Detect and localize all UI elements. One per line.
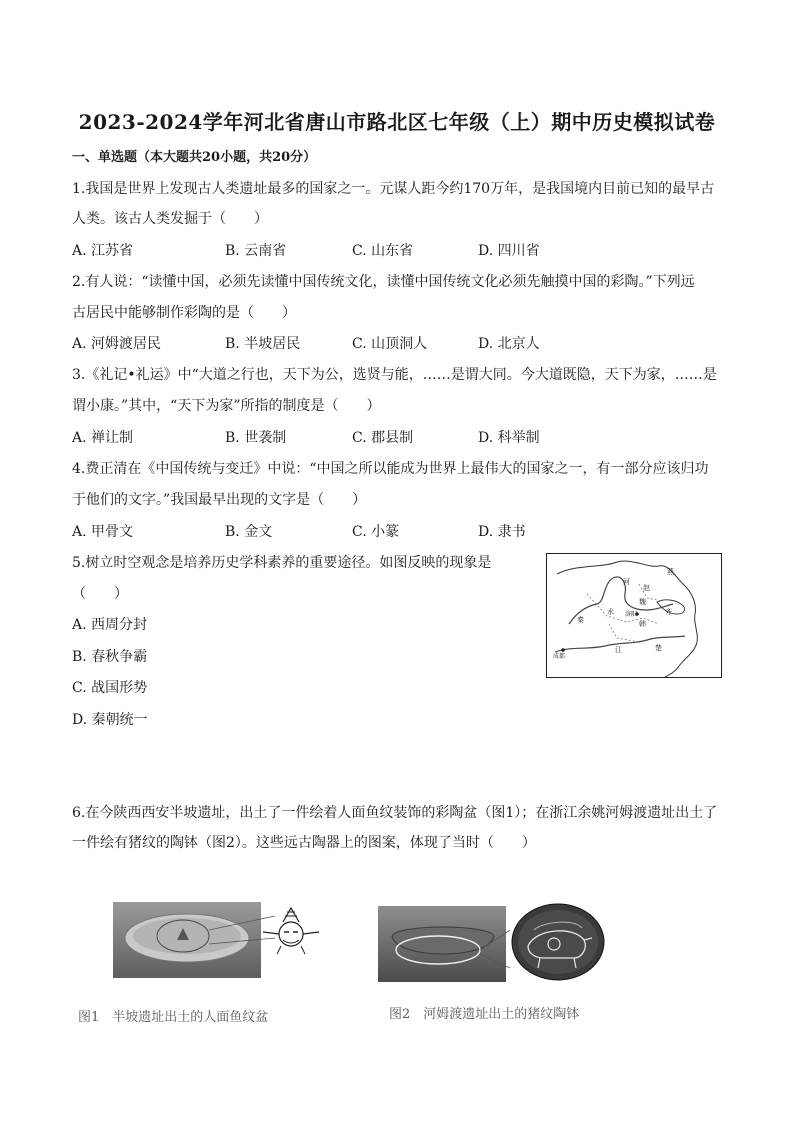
question-4-option-d[interactable]: D. 隶书 (478, 524, 526, 540)
question-1-option-a[interactable]: A. 江苏省 (72, 243, 134, 259)
map-label-qin: 秦 (577, 616, 584, 624)
map-label-wei: 魏 (639, 598, 646, 606)
map-label-he: 河 (623, 578, 630, 586)
question-2-option-c[interactable]: C. 山顶洞人 (352, 336, 428, 352)
question-3-option-d[interactable]: D. 科举制 (478, 430, 540, 446)
page-title: 2023-2024学年河北省唐山市路北区七年级（上）期中历史模拟试卷 (78, 110, 716, 134)
question-5-option-c[interactable]: C. 战国形势 (72, 680, 148, 696)
question-5-line-1: 5.树立时空观念是培养历史学科素养的重要途径。如图反映的现象是 (72, 555, 492, 571)
question-6-line-2: 一件绘有猪纹的陶钵（图2）。这些远古陶器上的图案，体现了当时（ ） (72, 835, 536, 851)
question-1-option-c[interactable]: C. 山东省 (352, 243, 414, 259)
question-2-option-a[interactable]: A. 河姆渡居民 (72, 336, 162, 352)
map-label-zhao: 赵 (643, 584, 650, 592)
section-heading: 一、单选题（本大题共20小题，共20分） (72, 150, 317, 165)
map-label-yan: 燕 (667, 568, 674, 576)
question-2-option-b[interactable]: B. 半坡居民 (225, 336, 301, 352)
question-4-line-1: 4.费正清在《中国传统与变迁》中说：“中国之所以能成为世界上最伟大的国家之一，有一部分应该归功 (72, 461, 709, 477)
question-3-option-b[interactable]: B. 世袭制 (225, 430, 287, 446)
map-label-han: 韩 (639, 620, 646, 628)
question-4-line-2: 于他们的文字。”我国最早出现的文字是（ ） (72, 492, 367, 508)
question-6-line-1: 6.在今陕西西安半坡遗址，出土了一件绘着人面鱼纹装饰的彩陶盆（图1）；在浙江余姚河姆渡遗址出土了 (72, 805, 718, 821)
warring-states-map (546, 553, 722, 678)
map-label-luoyang: 洛阳 (625, 611, 638, 618)
figure-1-image (113, 902, 323, 978)
question-5-line-2: （ ） (72, 586, 128, 602)
question-2-line-1: 2.有人说：“读懂中国，必须先读懂中国传统文化，读懂中国传统文化必须先触摸中国的彩陶。”下列远 (72, 274, 695, 290)
question-4-option-c[interactable]: C. 小篆 (352, 524, 400, 540)
question-5-option-b[interactable]: B. 春秋争霸 (72, 649, 148, 665)
map-label-jiang: 江 (615, 646, 622, 654)
question-3-line-1: 3.《礼记•礼运》中“大道之行也，天下为公，选贤与能，……是谓大同。今大道既隐，天下为家，……是 (72, 367, 717, 383)
figure-1-caption: 图1 半坡遗址出土的人面鱼纹盆 (78, 1010, 269, 1025)
question-2-option-d[interactable]: D. 北京人 (478, 336, 540, 352)
map-label-shui: 水 (607, 608, 614, 616)
question-4-option-a[interactable]: A. 甲骨文 (72, 524, 134, 540)
map-label-chu: 楚 (655, 644, 662, 652)
map-label-chengdu: 成都 (553, 653, 566, 660)
map-drawing (547, 554, 721, 677)
question-1-line-2: 人类。该古人类发掘于（ ） (72, 211, 268, 227)
question-1-line-1: 1.我国是世界上发现古人类遗址最多的国家之一。元谋人距今约170万年，是我国境内目前已知的最早古 (72, 181, 715, 197)
question-1-option-d[interactable]: D. 四川省 (478, 243, 540, 259)
figure-2-image (378, 900, 606, 982)
question-3-option-a[interactable]: A. 禅让制 (72, 430, 134, 446)
question-1-option-b[interactable]: B. 云南省 (225, 243, 287, 259)
question-3-line-2: 谓小康。”其中，“天下为家”所指的制度是（ ） (72, 398, 381, 414)
question-3-option-c[interactable]: C. 郡县制 (352, 430, 414, 446)
question-5-option-a[interactable]: A. 西周分封 (72, 617, 148, 633)
question-4-option-b[interactable]: B. 金文 (225, 524, 273, 540)
figure-2-caption: 图2 河姆渡遗址出土的猪纹陶钵 (389, 1007, 580, 1022)
map-label-qi: 齐 (665, 608, 672, 616)
question-2-line-2: 古居民中能够制作彩陶的是（ ） (72, 305, 296, 321)
question-5-option-d[interactable]: D. 秦朝统一 (72, 712, 148, 728)
